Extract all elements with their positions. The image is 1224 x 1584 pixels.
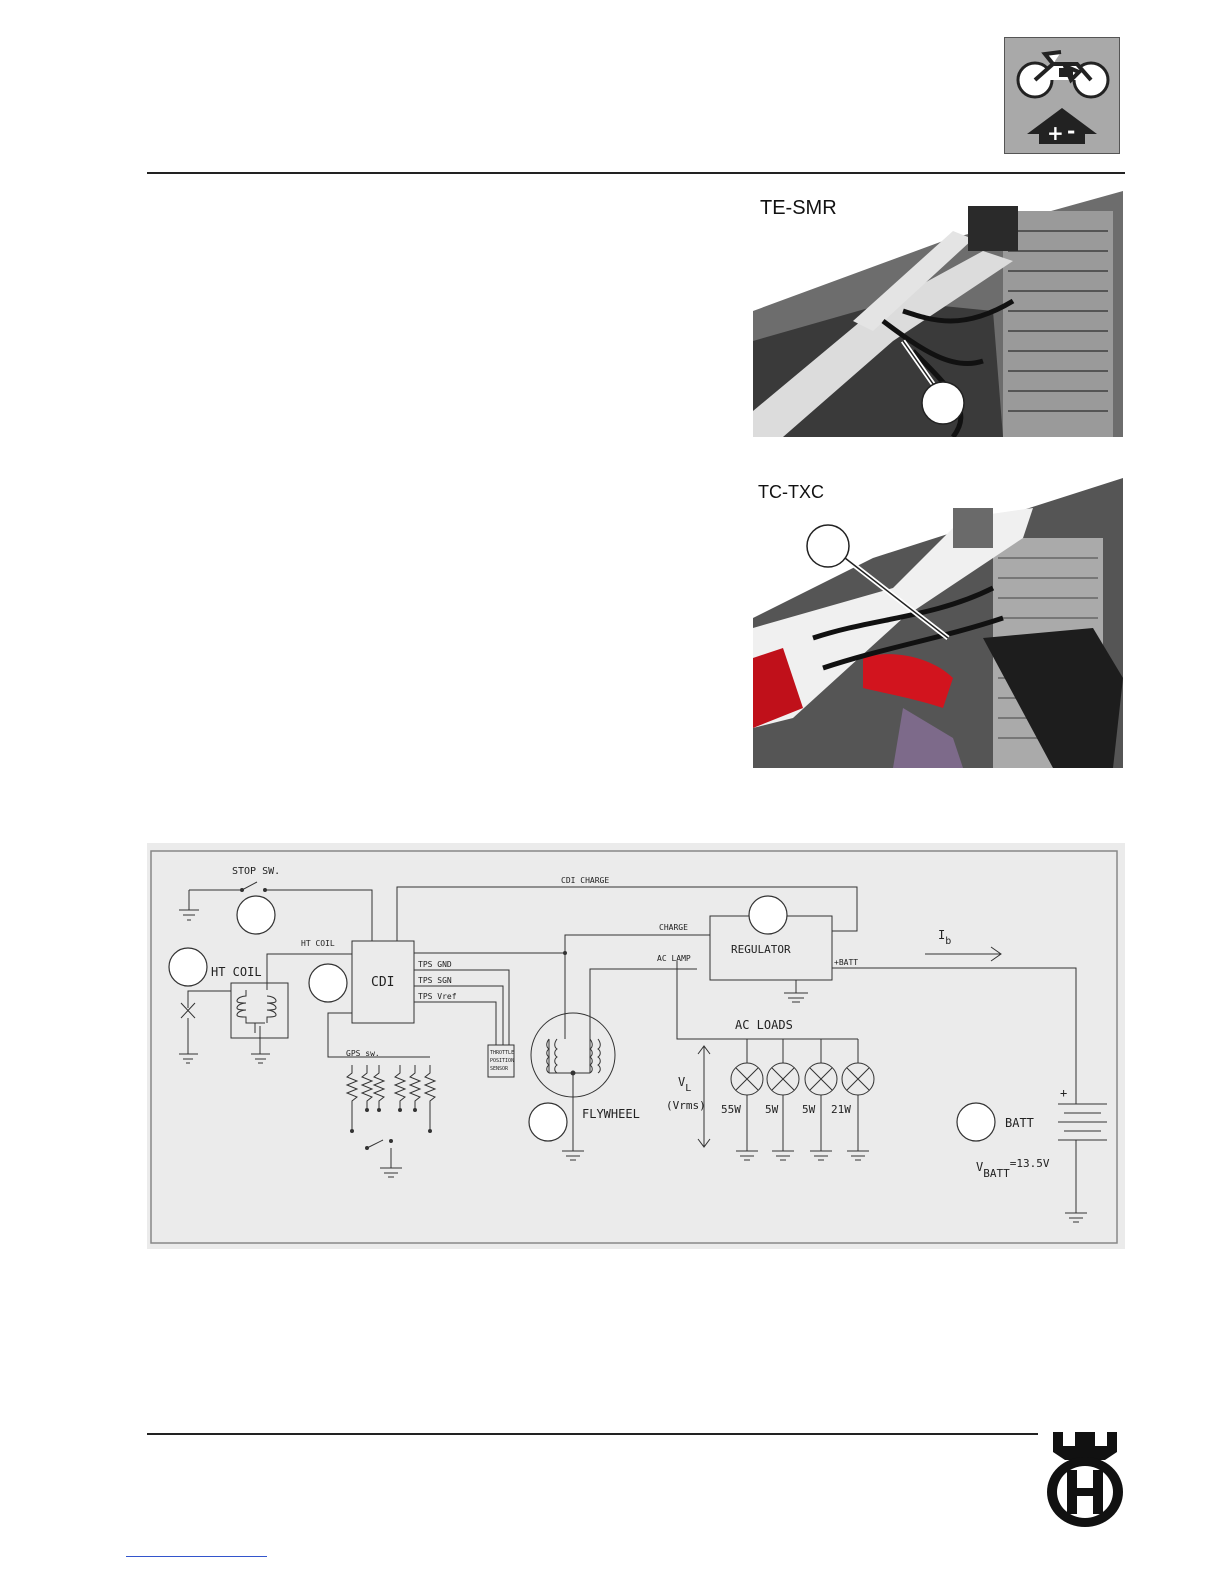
brand-logo-icon	[1045, 1430, 1125, 1528]
label-vbatt: VBATT=13.5V	[976, 1157, 1050, 1180]
callout-battery	[957, 1103, 995, 1141]
label-ht-coil: HT COIL	[211, 965, 262, 979]
schematic-svg	[147, 843, 1125, 1249]
callout-cdi	[309, 964, 347, 1002]
label-vl: $V_L$	[678, 1075, 692, 1094]
label-flywheel: FLYWHEEL	[582, 1107, 640, 1121]
svg-text:-: -	[1067, 119, 1076, 143]
load-5w-b: 5W	[802, 1103, 816, 1116]
engine-photo-2	[753, 478, 1123, 768]
label-stop-switch: STOP SW.	[232, 866, 281, 877]
label-tps-gnd: TPS GND	[418, 960, 452, 969]
label-ac-loads: AC LOADS	[735, 1018, 793, 1032]
tps-box-line-3: SENSOR	[490, 1066, 509, 1072]
label-tps-vref: TPS Vref	[418, 992, 457, 1001]
label-batt-plus: +BATT	[834, 958, 859, 967]
callout-flywheel	[529, 1103, 567, 1141]
label-ht-coil-wire: HT COIL	[301, 939, 335, 948]
callout-regulator	[749, 896, 787, 934]
label-tps-sgn: TPS SGN	[418, 976, 452, 985]
footer-link-underline[interactable]	[126, 1556, 267, 1557]
tps-box-line-2: POSITION	[490, 1058, 515, 1064]
label-ib: $I_b$	[938, 928, 952, 947]
battery-plus-sign: +	[1060, 1086, 1068, 1100]
label-cdi-charge: CDI CHARGE	[561, 876, 610, 885]
charging-circuit-schematic	[147, 843, 1125, 1249]
label-charge: CHARGE	[659, 923, 688, 932]
engine-photo-1	[753, 191, 1123, 437]
label-ac-lamp: AC LAMP	[657, 954, 691, 963]
label-gps-sw: GPS sw.	[346, 1049, 380, 1058]
photo-tc-txc	[753, 478, 1123, 768]
header-rule	[147, 172, 1125, 174]
label-cdi: CDI	[371, 975, 395, 990]
photo-label-tc-txc: TC-TXC	[758, 482, 824, 502]
section-icon-box	[1004, 37, 1120, 154]
load-5w-a: 5W	[765, 1103, 779, 1116]
svg-text:+: +	[1047, 121, 1064, 145]
callout-stop-switch	[237, 896, 275, 934]
tps-box-line-1: THROTTLE	[490, 1050, 515, 1056]
photo-te-smr	[753, 191, 1123, 437]
callout-ht-coil	[169, 948, 207, 986]
footer-rule	[147, 1433, 1038, 1435]
load-55w: 55W	[721, 1103, 741, 1116]
label-batt: BATT	[1005, 1116, 1034, 1130]
load-21w: 21W	[831, 1103, 851, 1116]
label-regulator: REGULATOR	[731, 943, 791, 956]
photo-label-te-smr: TE-SMR	[760, 197, 837, 219]
label-vl-unit: (Vrms)	[666, 1099, 706, 1112]
motorcycle-electrical-icon	[1005, 38, 1119, 153]
husqvarna-logo	[1045, 1430, 1125, 1528]
